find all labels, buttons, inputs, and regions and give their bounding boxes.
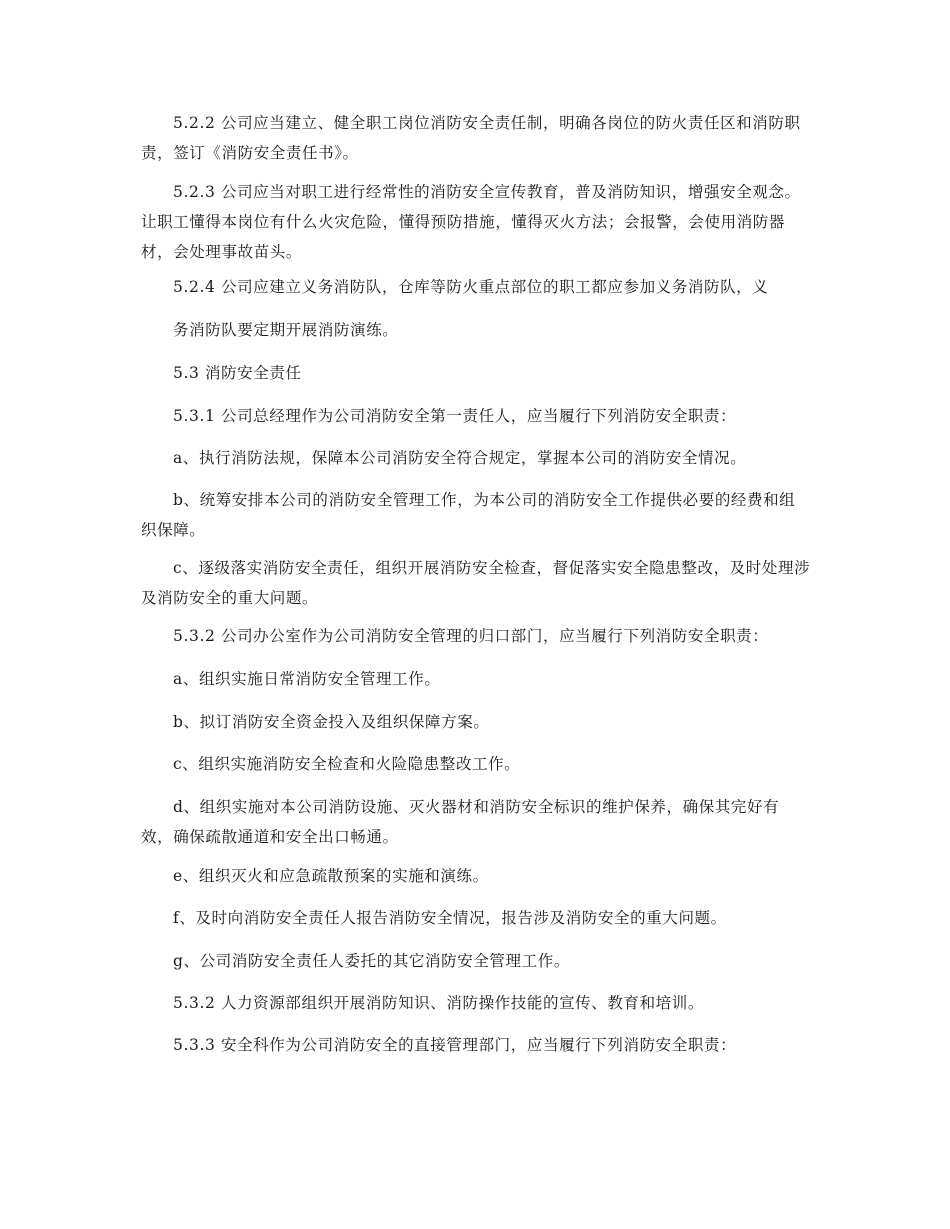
paragraph-5-3-2-hr: 5.3.2 人力资源部组织开展消防知识、消防操作技能的宣传、教育和培训。 — [173, 994, 704, 1012]
paragraph-5-2-2: 5.2.2 公司应当建立、健全职工岗位消防安全责任制，明确各岗位的防火责任区和消防职责，签订《消防安全责任书》。 — [141, 114, 801, 162]
paragraph-5-2-3: 5.2.3 公司应当对职工进行经常性的消防安全宣传教育，普及消防知识，增强安全观念。让职工懂得本岗位有什么火灾危险，懂得预防措施，懂得灭火方法；会报警，会使用消防器材，会处理事故苗头。 — [141, 183, 801, 261]
list-item-5-3-1-b: b、统筹安排本公司的消防安全管理工作，为本公司的消防安全工作提供必要的经费和组织保障。 — [141, 491, 796, 539]
list-item-5-3-2-d: d、组织实施对本公司消防设施、灭火器材和消防安全标识的维护保养，确保其完好有效，确保疏散通道和安全出口畅通。 — [141, 798, 780, 846]
paragraph-5-3-3: 5.3.3 安全科作为公司消防安全的直接管理部门，应当履行下列消防安全职责： — [173, 1036, 737, 1054]
list-item-5-3-2-a: a、组织实施日常消防安全管理工作。 — [173, 670, 441, 688]
list-item-5-3-2-c: c、组织实施消防安全检查和火险隐患整改工作。 — [173, 755, 521, 773]
list-item-5-3-2-f: f、及时向消防安全责任人报告消防安全情况，报告涉及消防安全的重大问题。 — [173, 909, 727, 927]
paragraph-5-3-1: 5.3.1 公司总经理作为公司消防安全第一责任人，应当履行下列消防安全职责： — [173, 407, 737, 425]
list-item-5-3-2-b: b、拟订消防安全资金投入及组织保障方案。 — [173, 713, 490, 731]
list-item-5-3-1-a: a、执行消防法规，保障本公司消防安全符合规定，掌握本公司的消防安全情况。 — [173, 449, 747, 467]
list-item-5-3-1-c: c、逐级落实消防安全责任，组织开展消防安全检查，督促落实安全隐患整改，及时处理涉及消防安全的重大问题。 — [141, 559, 811, 607]
paragraph-5-3-2-office: 5.3.2 公司办公室作为公司消防安全管理的归口部门，应当履行下列消防安全职责： — [173, 627, 769, 645]
list-item-5-3-2-e: e、组织灭火和应急疏散预案的实施和演练。 — [173, 867, 489, 885]
section-heading-5-3: 5.3 消防安全责任 — [173, 364, 302, 382]
paragraph-5-2-4: 5.2.4 公司应建立义务消防队，仓库等防火重点部位的职工都应参加义务消防队，义 — [173, 278, 769, 296]
paragraph-5-2-4-continued: 务消防队要定期开展消防演练。 — [173, 321, 399, 339]
list-item-5-3-2-g: g、公司消防安全责任人委托的其它消防安全管理工作。 — [173, 952, 570, 970]
